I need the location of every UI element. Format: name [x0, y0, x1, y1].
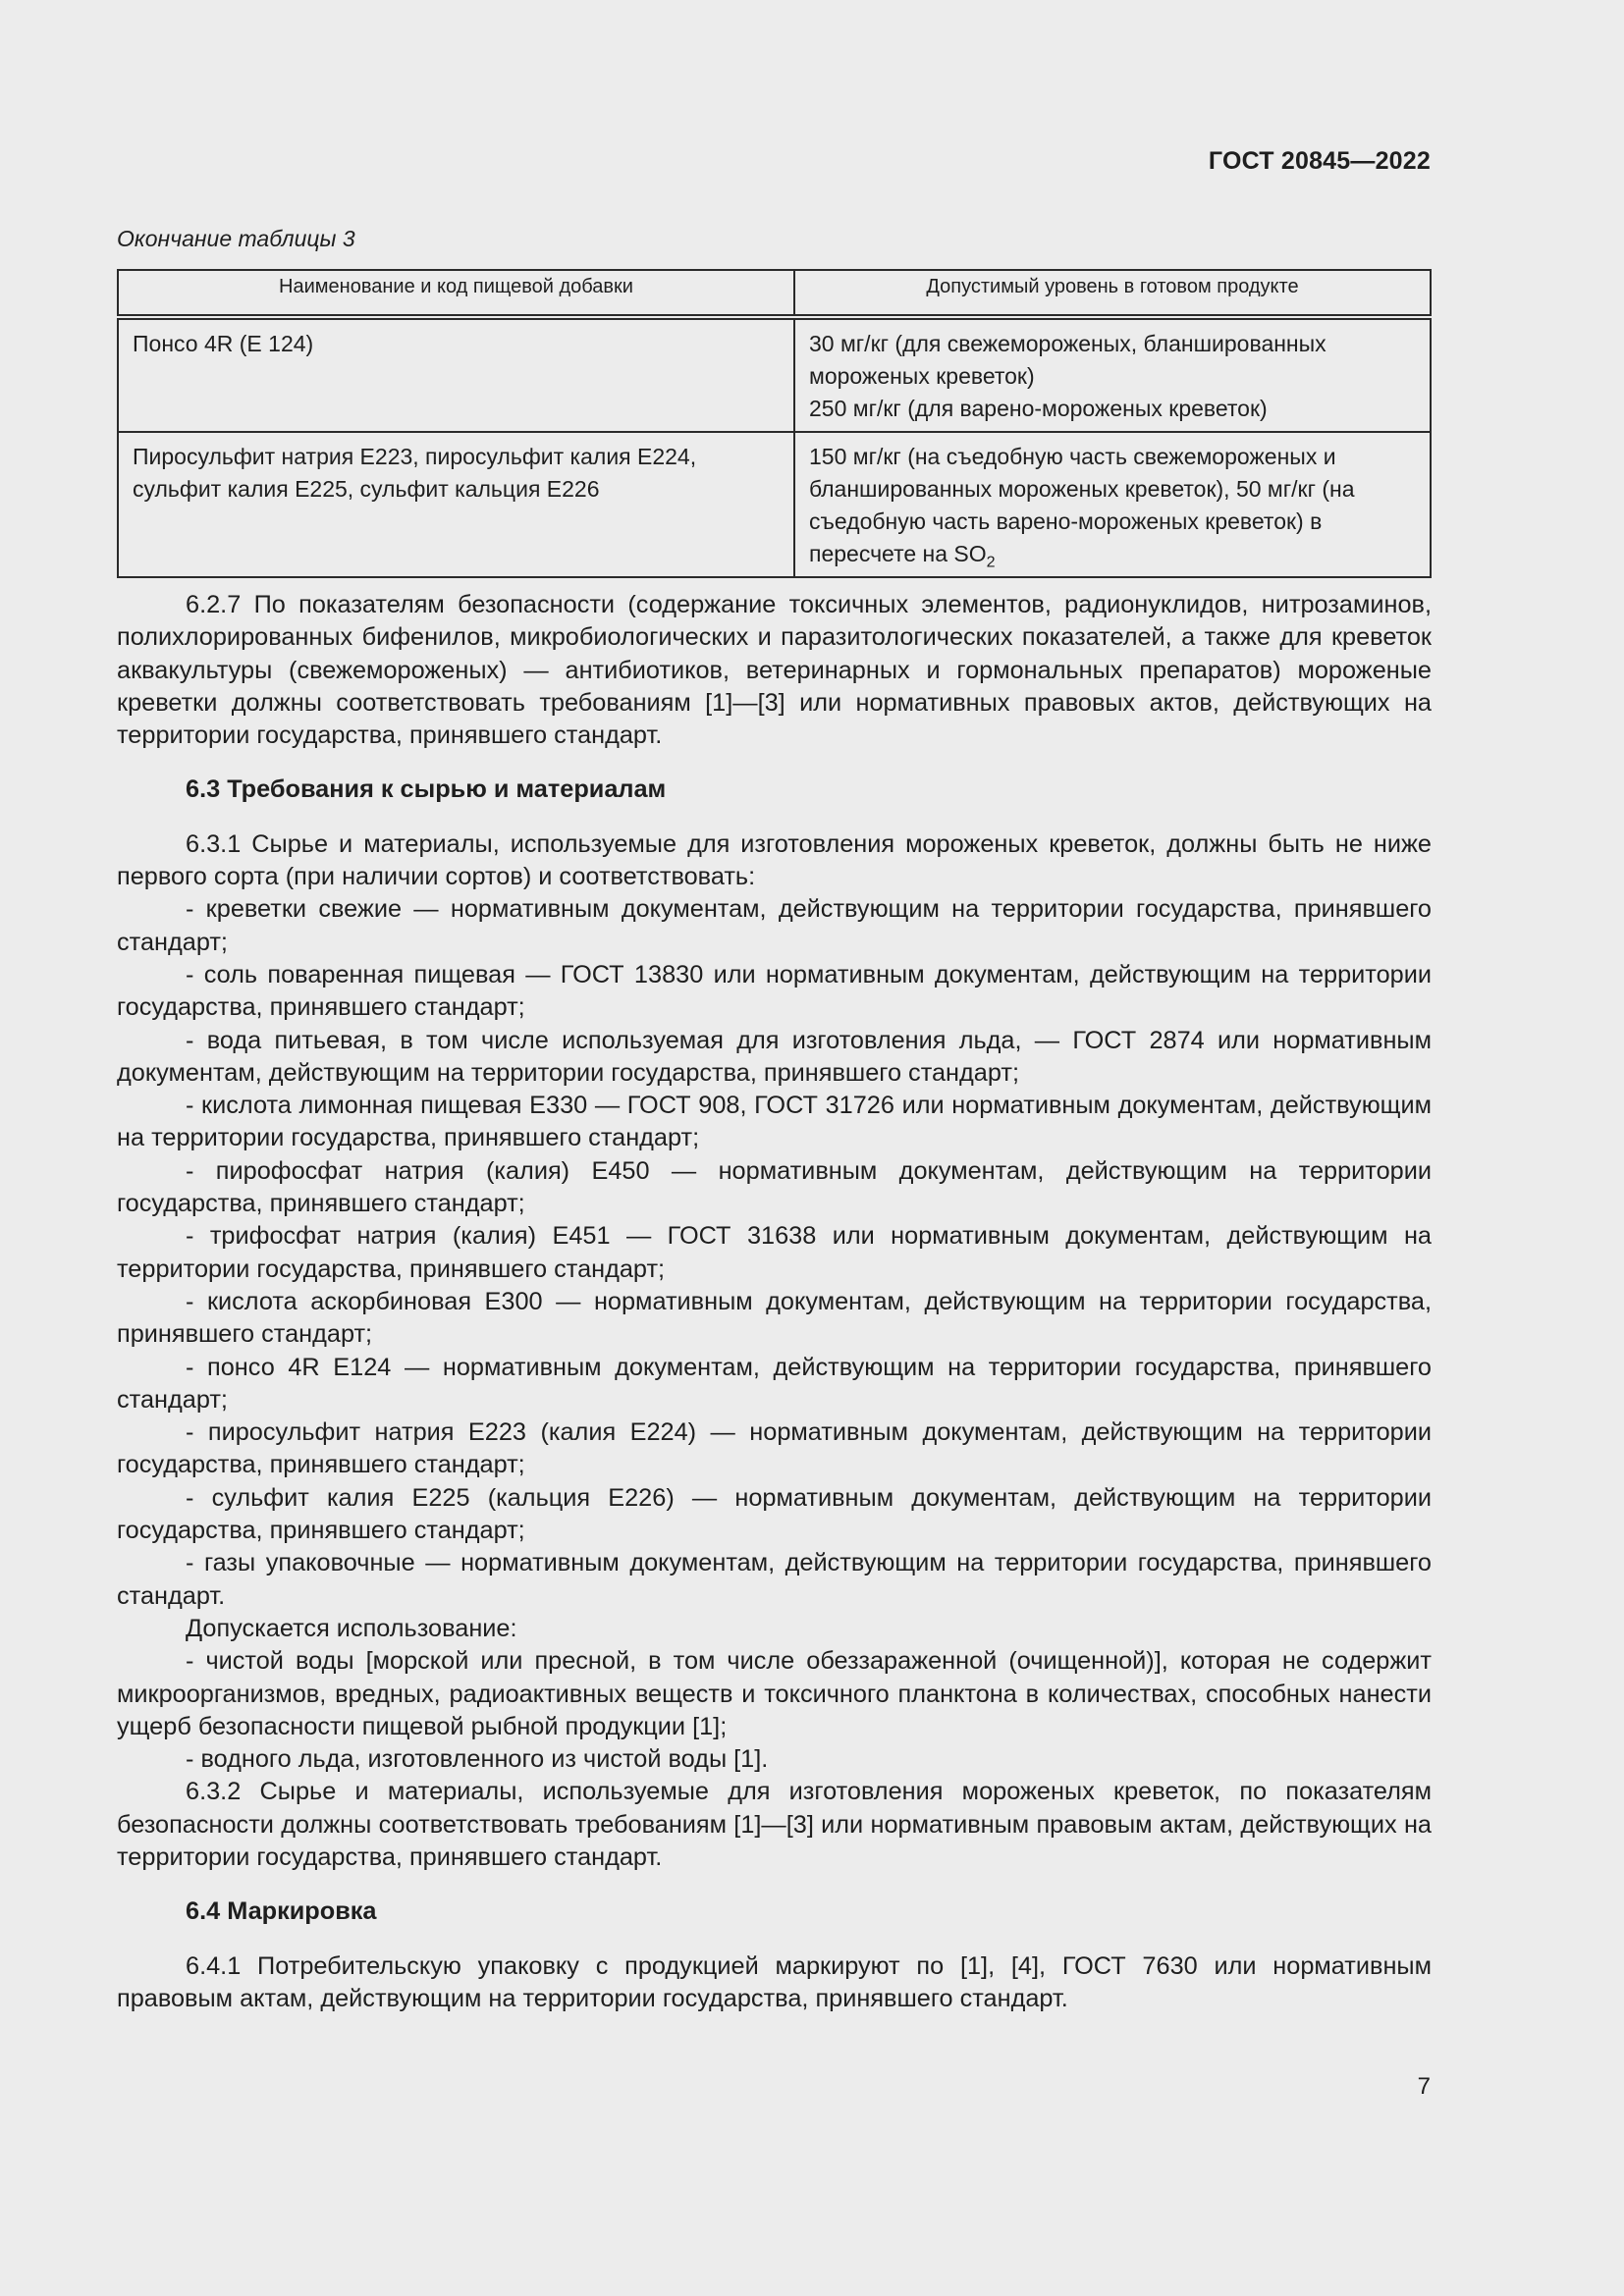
additive-name-cell: Пиросульфит натрия E223, пиросульфит калия E224, сульфит калия E225, сульфит кальция E226 [118, 432, 794, 577]
level-text: 150 мг/кг (на съедобную часть свежемороженых и бланшированных мороженых креветок), 50 мг/кг (на съедобную часть варено-мороженых креветок) в пересчете на SO [809, 444, 1355, 566]
list-item: - понсо 4R E124 — нормативным документам, действующим на территории государства, принявшего стандарт; [117, 1353, 1432, 1414]
paragraph-6-3-2: 6.3.2 Сырье и материалы, используемые для изготовления мороженых креветок, по показателям безопасности должны соответствовать требованиям [1]—[3] или нормативным правовым актам, действующих на территории государства, принявшего стандарт. [117, 1778, 1432, 1871]
table-header-row [118, 270, 1431, 317]
list-item: - вода питьевая, в том числе используемая для изготовления льда, — ГОСТ 2874 или нормативным документам, действующим на территории государства, принявшего стандарт; [117, 1026, 1432, 1087]
allowed-intro: Допускается использование: [186, 1614, 517, 1642]
paragraph-6-4-1: 6.4.1 Потребительскую упаковку с продукцией маркируют по [1], [4], ГОСТ 7630 или нормативным правовым актам, действующим на территории государства, принявшего стандарт. [117, 1951, 1432, 2012]
list-item: - кислота аскорбиновая E300 — нормативным документам, действующим на территории государства, принявшего стандарт; [117, 1287, 1432, 1349]
level-cell [794, 317, 1431, 432]
list-item: - кислота лимонная пищевая E330 — ГОСТ 908, ГОСТ 31726 или нормативным документам, действующим на территории государства, принявшего стандарт; [117, 1092, 1432, 1152]
list-item: - пирофосфат натрия (калия) E450 — нормативным документам, действующим на территории государства, принявшего стандарт; [117, 1156, 1432, 1218]
list-item: - газы упаковочные — нормативным документам, действующим на территории государства, принявшего стандарт. [117, 1549, 1432, 1610]
list-item: - чистой воды [морской или пресной, в том числе обеззараженной (очищенной)], которая не содержит микроорганизмов, вредных, радиоактивных веществ и токсичного планктона в количествах, способных нанести ущерб безопасности пищевой рыбной продукции [1]; [117, 1647, 1432, 1740]
list-item: - трифосфат натрия (калия) E451 — ГОСТ 31638 или нормативным документам, действующим на территории государства, принявшего стандарт; [117, 1222, 1432, 1283]
list-item: - водного льда, изготовленного из чистой воды [1]. [186, 1745, 769, 1774]
section-heading-6-3: 6.3 Требования к сырью и материалам [186, 775, 667, 804]
table-caption: Окончание таблицы 3 [117, 226, 355, 251]
document-body [117, 589, 1432, 2015]
list-item: - сульфит калия E225 (кальция E226) — нормативным документам, действующим на территории государства, принявшего стандарт; [117, 1483, 1432, 1545]
paragraph-6-3-1: 6.3.1 Сырье и материалы, используемые для изготовления мороженых креветок, должны быть не ниже первого сорта (при наличии сортов) и соответствовать: [117, 829, 1432, 891]
list-item: - креветки свежие — нормативным документам, действующим на территории государства, принявшего стандарт; [117, 895, 1432, 956]
list-item: - пиросульфит натрия E223 (калия E224) — нормативным документам, действующим на территории государства, принявшего стандарт; [117, 1418, 1432, 1479]
additive-name-cell: Понсо 4R (E 124) [118, 317, 794, 432]
section-heading-6-4: 6.4 Маркировка [186, 1897, 377, 1926]
page-number: 7 [1417, 2073, 1431, 2100]
list-item: - соль поваренная пищевая — ГОСТ 13830 или нормативным документам, действующим на территории государства, принявшего стандарт; [117, 960, 1432, 1022]
document-code: ГОСТ 20845—2022 [1208, 147, 1431, 175]
subscript: 2 [986, 553, 996, 571]
column-header-level: Допустимый уровень в готовом продукте [794, 270, 1431, 317]
table-row [118, 317, 1431, 432]
level-line: 30 мг/кг (для свежемороженых, бланшированных мороженых креветок) [809, 331, 1326, 389]
paragraph-6-2-7: 6.2.7 По показателям безопасности (содержание токсичных элементов, радионуклидов, нитрозаминов, полихлорированных бифенилов, микробиологических и паразитологических показателей, а также для креветок аквакультуры (свежемороженых) — антибиотиков, ветеринарных и гормональных препаратов) мороженые креветки должны соответствовать требованиям [1]—[3] или нормативных правовых актов, действующих на территории государства, принявшего стандарт. [117, 591, 1432, 750]
level-line: 250 мг/кг (для варено-мороженых креветок) [809, 396, 1268, 421]
table-row [118, 432, 1431, 577]
level-cell [794, 432, 1431, 577]
column-header-additive: Наименование и код пищевой добавки [118, 270, 794, 317]
additives-table [117, 269, 1432, 578]
